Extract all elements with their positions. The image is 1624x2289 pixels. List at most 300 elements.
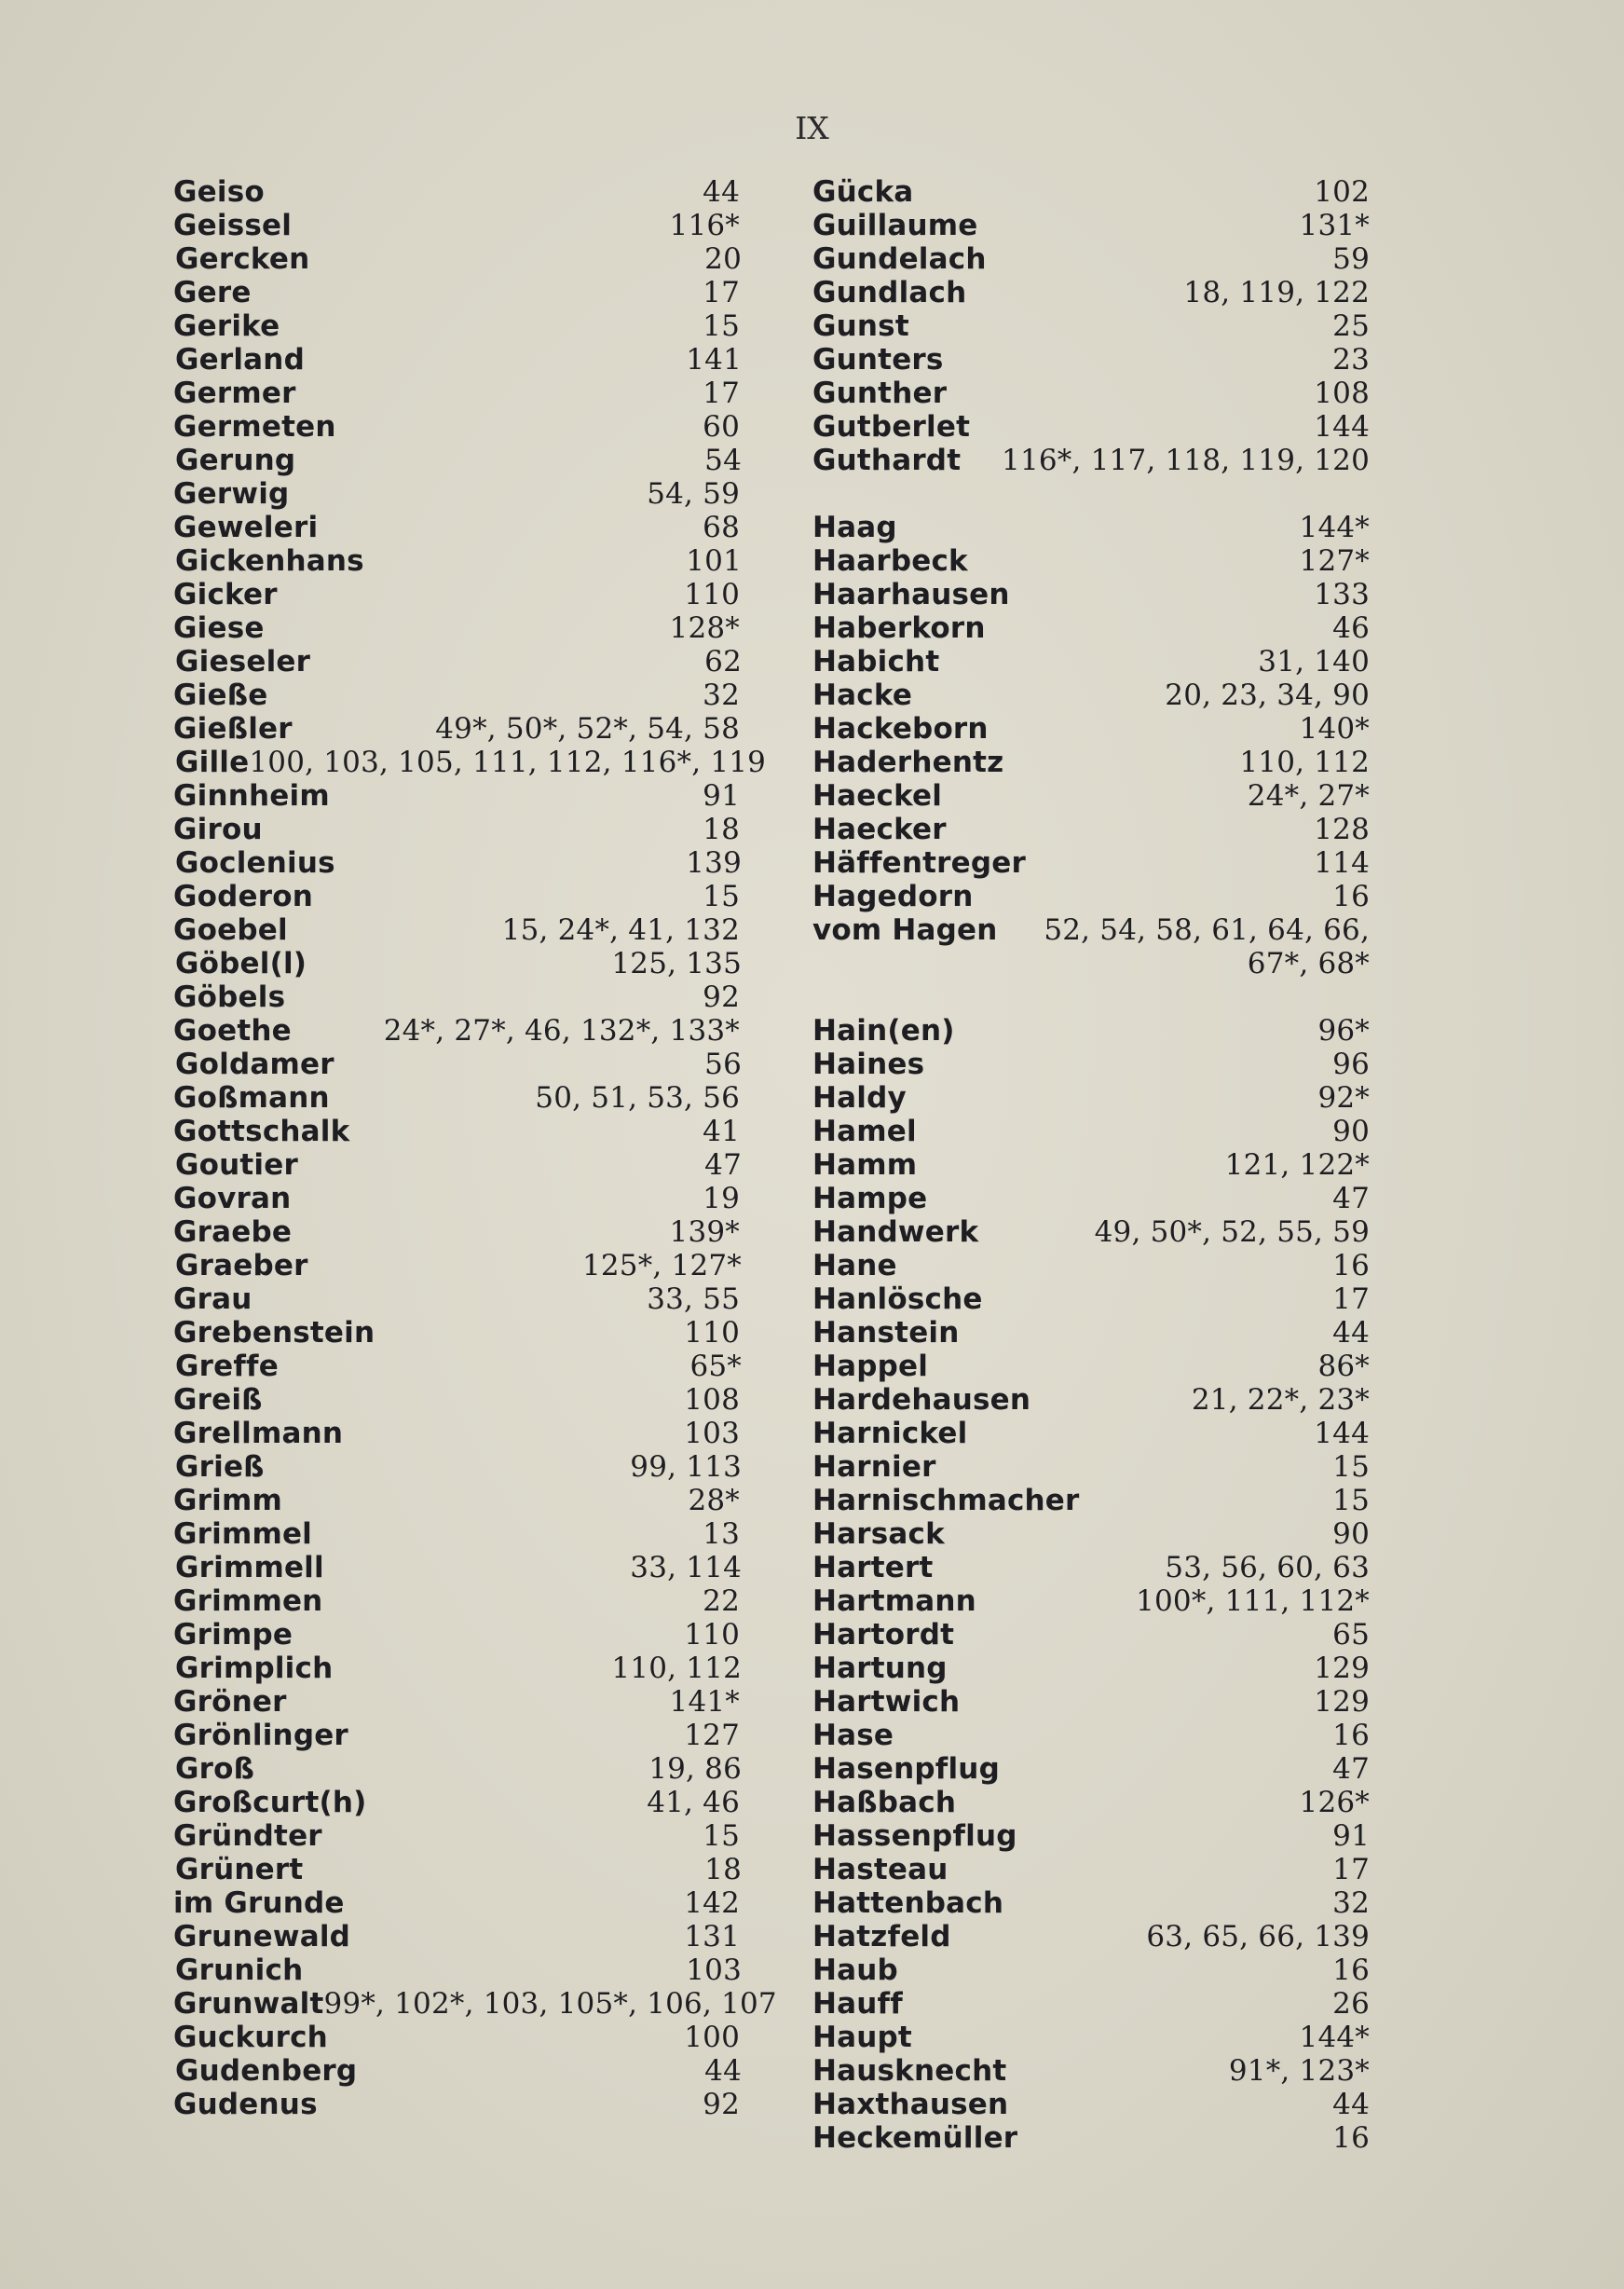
index-entry	[812, 913, 1370, 947]
index-entry	[173, 1014, 740, 1048]
index-entry	[812, 611, 1370, 645]
index-entry	[175, 343, 742, 377]
entry-pages: 19, 86	[648, 1752, 742, 1786]
entry-name: Hasenpflug	[812, 1752, 1000, 1786]
entry-pages: 15	[703, 880, 740, 913]
index-entry	[173, 1886, 740, 1920]
entry-pages: 13	[703, 1517, 740, 1551]
entry-pages: 15	[703, 309, 740, 343]
entry-name: Gercken	[175, 242, 310, 276]
entry-pages: 91	[703, 779, 740, 813]
index-entry	[173, 813, 740, 846]
entry-pages: 23	[1332, 343, 1370, 377]
index-entry	[173, 1383, 740, 1417]
index-entry	[175, 746, 767, 779]
entry-pages: 41	[703, 1115, 740, 1148]
index-entry	[173, 1182, 740, 1215]
entry-pages: 144*	[1299, 511, 1370, 544]
index-entry	[173, 1215, 740, 1249]
entry-name: Gicker	[173, 578, 278, 611]
entry-pages: 99*, 102*, 103, 105*, 106, 107	[323, 1987, 777, 2021]
index-entry	[812, 813, 1370, 846]
index-entry	[812, 1249, 1370, 1282]
entry-name: Hartung	[812, 1652, 948, 1685]
entry-pages: 108	[1314, 377, 1370, 410]
entry-pages: 68	[703, 511, 740, 544]
index-entry	[812, 1182, 1370, 1215]
entry-pages: 15	[1332, 1450, 1370, 1484]
entry-name: Grönlinger	[173, 1719, 348, 1752]
index-entry	[812, 1417, 1370, 1450]
entry-pages: 99, 113	[630, 1450, 742, 1484]
entry-name: Ginnheim	[173, 779, 330, 813]
entry-name: Gerike	[173, 309, 280, 343]
index-entry	[812, 746, 1370, 779]
entry-pages: 18	[703, 813, 740, 846]
entry-name: Haßbach	[812, 1786, 957, 1819]
index-entry	[173, 209, 740, 242]
index-entry	[812, 1014, 1370, 1048]
entry-pages: 110, 112	[1239, 746, 1370, 779]
entry-name: Hausknecht	[812, 2054, 1007, 2088]
entry-name: Grunewald	[173, 1920, 351, 1953]
entry-name: Grieß	[175, 1450, 265, 1484]
entry-pages: 41, 46	[647, 1786, 740, 1819]
entry-name: Grimpe	[173, 1618, 293, 1652]
entry-pages: 49, 50*, 52, 55, 59	[1094, 1215, 1370, 1249]
entry-name: Goßmann	[173, 1081, 330, 1115]
entry-pages: 144	[1314, 1417, 1370, 1450]
entry-pages: 131	[684, 1920, 740, 1953]
entry-name: Gunters	[812, 343, 944, 377]
index-entry	[812, 377, 1370, 410]
entry-name: Haag	[812, 511, 897, 544]
entry-name: Grimmen	[173, 1584, 323, 1618]
index-entry	[812, 2054, 1370, 2088]
index-entry	[173, 1987, 777, 2021]
index-entry	[173, 1282, 740, 1316]
entry-name: Hackeborn	[812, 712, 989, 746]
entry-name: Gundelach	[812, 242, 987, 276]
index-entry	[175, 1551, 742, 1584]
entry-pages: 127	[684, 1719, 740, 1752]
entry-pages: 15, 24*, 41, 132	[501, 913, 740, 947]
entry-name: Graebe	[173, 1215, 293, 1249]
index-entry	[812, 410, 1370, 444]
entry-name: Haderhentz	[812, 746, 1004, 779]
index-entry	[173, 980, 740, 1014]
index-entry	[173, 175, 740, 209]
entry-pages: 140*	[1299, 712, 1370, 746]
entry-pages: 91*, 123*	[1228, 2054, 1370, 2088]
entry-name: Hane	[812, 1249, 897, 1282]
index-entry	[175, 1148, 742, 1182]
index-entry	[175, 544, 742, 578]
entry-name: Haupt	[812, 2021, 912, 2054]
index-entry	[175, 242, 742, 276]
index-entry	[175, 444, 742, 477]
index-entry	[812, 511, 1370, 544]
index-entry	[173, 779, 740, 813]
entry-pages: 103	[684, 1417, 740, 1450]
entry-pages: 54	[704, 444, 742, 477]
index-entry	[173, 1618, 740, 1652]
index-entry	[812, 712, 1370, 746]
entry-pages: 86*	[1317, 1350, 1370, 1383]
entry-name: Gunst	[812, 309, 909, 343]
index-entry	[812, 544, 1370, 578]
index-entry	[173, 880, 740, 913]
entry-pages: 67*, 68*	[1247, 947, 1370, 980]
right-column	[812, 175, 1370, 2155]
entry-pages: 47	[1332, 1182, 1370, 1215]
entry-name: Geiso	[173, 175, 265, 209]
entry-pages: 16	[1332, 880, 1370, 913]
entry-pages: 44	[1332, 1316, 1370, 1350]
index-entry	[173, 1584, 740, 1618]
entry-pages: 121, 122*	[1224, 1148, 1370, 1182]
index-entry	[173, 1719, 740, 1752]
index-entry	[173, 1819, 740, 1853]
entry-name: Grimmel	[173, 1517, 313, 1551]
index-entry	[812, 678, 1370, 712]
index-entry	[812, 1551, 1370, 1584]
index-entry	[812, 1618, 1370, 1652]
index-entry	[812, 1215, 1370, 1249]
index-entry	[175, 1249, 742, 1282]
index-entry	[173, 2088, 740, 2121]
index-entry	[173, 276, 740, 309]
entry-pages: 100*, 111, 112*	[1136, 1584, 1370, 1618]
entry-pages: 139*	[669, 1215, 740, 1249]
entry-pages: 18	[704, 1853, 742, 1886]
index-entry	[812, 1484, 1370, 1517]
entry-pages: 21, 22*, 23*	[1191, 1383, 1370, 1417]
entry-pages: 128	[1314, 813, 1370, 846]
index-entry	[175, 1652, 742, 1685]
index-entry	[173, 913, 740, 947]
entry-name: Guckurch	[173, 2021, 328, 2054]
index-entry	[812, 309, 1370, 343]
entry-pages: 92	[703, 980, 740, 1014]
entry-name: Gerung	[175, 444, 296, 477]
entry-pages: 144*	[1299, 2021, 1370, 2054]
index-entry	[173, 309, 740, 343]
entry-name: Harnickel	[812, 1417, 968, 1450]
entry-pages: 16	[1332, 1249, 1370, 1282]
index-entry	[812, 1148, 1370, 1182]
entry-pages: 33, 55	[647, 1282, 740, 1316]
entry-name: Geweleri	[173, 511, 319, 544]
entry-pages: 47	[704, 1148, 742, 1182]
entry-pages: 56	[704, 1048, 742, 1081]
entry-name: Hasteau	[812, 1853, 948, 1886]
entry-name: Grellmann	[173, 1417, 344, 1450]
entry-name: Gille	[175, 746, 250, 779]
entry-name: Govran	[173, 1182, 292, 1215]
index-entry	[812, 2088, 1370, 2121]
entry-name: Heckemüller	[812, 2121, 1018, 2155]
index-entry	[812, 1584, 1370, 1618]
entry-name: Hamel	[812, 1115, 917, 1148]
index-entry	[812, 1350, 1370, 1383]
index-entry	[173, 1786, 740, 1819]
entry-name: Grünert	[175, 1853, 304, 1886]
entry-name: Gudenberg	[175, 2054, 358, 2088]
entry-name: Gunther	[812, 377, 948, 410]
right-group-h2	[812, 1014, 1370, 2155]
entry-name: Gieße	[173, 678, 268, 712]
entry-name: Hanlösche	[812, 1282, 983, 1316]
entry-name: Haxthausen	[812, 2088, 1009, 2121]
entry-name: Gieseler	[175, 645, 311, 678]
index-entry	[812, 846, 1370, 880]
entry-name: Hagedorn	[812, 880, 974, 913]
entry-pages: 24*, 27*, 46, 132*, 133*	[383, 1014, 740, 1048]
entry-name: Groß	[175, 1752, 255, 1786]
right-group-h1	[812, 511, 1370, 947]
entry-name: Grimplich	[175, 1652, 334, 1685]
entry-pages: 44	[1332, 2088, 1370, 2121]
entry-name: Gücka	[812, 175, 914, 209]
entry-name: Goclenius	[175, 846, 335, 880]
index-entry	[812, 1081, 1370, 1115]
entry-pages: 60	[703, 410, 740, 444]
entry-name: Großcurt(h)	[173, 1786, 367, 1819]
entry-pages: 144	[1314, 410, 1370, 444]
left-column	[173, 175, 777, 2121]
entry-name: Greffe	[175, 1350, 279, 1383]
entry-pages: 91	[1332, 1819, 1370, 1853]
entry-pages: 129	[1314, 1685, 1370, 1719]
entry-name: Harnier	[812, 1450, 936, 1484]
entry-pages: 17	[703, 377, 740, 410]
entry-pages: 20, 23, 34, 90	[1165, 678, 1370, 712]
entry-name: Gudenus	[173, 2088, 318, 2121]
entry-pages: 131*	[1299, 209, 1370, 242]
index-entry	[175, 1853, 742, 1886]
index-entry	[812, 1282, 1370, 1316]
entry-name: Handwerk	[812, 1215, 979, 1249]
entry-name: Harnischmacher	[812, 1484, 1080, 1517]
entry-name: Germeten	[173, 410, 336, 444]
entry-name: Hartmann	[812, 1584, 976, 1618]
index-entry	[812, 1048, 1370, 1081]
entry-pages: 53, 56, 60, 63	[1165, 1551, 1370, 1584]
entry-pages: 44	[704, 2054, 742, 2088]
entry-pages: 100	[684, 2021, 740, 2054]
section-gap	[812, 980, 1370, 1014]
index-entry	[175, 1752, 742, 1786]
entry-pages: 129	[1314, 1652, 1370, 1685]
index-entry	[175, 2054, 742, 2088]
index-entry	[812, 1886, 1370, 1920]
index-entry	[175, 645, 742, 678]
entry-name: Greiß	[173, 1383, 263, 1417]
entry-name: Hatzfeld	[812, 1920, 951, 1953]
entry-pages: 26	[1332, 1987, 1370, 2021]
section-gap	[812, 477, 1370, 511]
entry-pages: 54, 59	[647, 477, 740, 511]
entry-pages: 92*	[1317, 1081, 1370, 1115]
entry-name: Hampe	[812, 1182, 928, 1215]
entry-pages: 18, 119, 122	[1183, 276, 1370, 309]
entry-name: Göbels	[173, 980, 286, 1014]
entry-pages: 100, 103, 105, 111, 112, 116*, 119	[249, 746, 767, 779]
entry-pages: 16	[1332, 1953, 1370, 1987]
entry-pages: 133	[1314, 578, 1370, 611]
entry-name: Hamm	[812, 1148, 918, 1182]
entry-name: Haines	[812, 1048, 925, 1081]
index-entry	[812, 276, 1370, 309]
index-entry	[812, 1685, 1370, 1719]
entry-name: Gundlach	[812, 276, 967, 309]
index-entry	[173, 2021, 740, 2054]
entry-pages: 128*	[669, 611, 740, 645]
entry-pages: 116*, 117, 118, 119, 120	[1002, 444, 1370, 477]
entry-name: im Grunde	[173, 1886, 345, 1920]
index-entry	[173, 410, 740, 444]
entry-pages: 63, 65, 66, 139	[1146, 1920, 1370, 1953]
entry-name: Haldy	[812, 1081, 907, 1115]
entry-name: Haberkorn	[812, 611, 986, 645]
entry-name: Girou	[173, 813, 263, 846]
entry-pages: 31, 140	[1258, 645, 1370, 678]
entry-name: Habicht	[812, 645, 940, 678]
entry-pages: 49*, 50*, 52*, 54, 58	[435, 712, 740, 746]
index-entry	[173, 477, 740, 511]
entry-pages: 110, 112	[611, 1652, 742, 1685]
entry-pages: 141	[686, 343, 742, 377]
index-entry	[173, 678, 740, 712]
index-entry	[173, 1081, 740, 1115]
entry-pages: 90	[1332, 1517, 1370, 1551]
entry-name: Haecker	[812, 813, 947, 846]
entry-pages: 22	[703, 1584, 740, 1618]
entry-name: Happel	[812, 1350, 929, 1383]
index-entry	[173, 1484, 740, 1517]
entry-name: Germer	[173, 377, 296, 410]
index-entry	[173, 377, 740, 410]
entry-pages: 92	[703, 2088, 740, 2121]
index-entry	[812, 1786, 1370, 1819]
index-entry	[175, 947, 742, 980]
index-entry	[173, 1417, 740, 1450]
entry-name: Haarhausen	[812, 578, 1010, 611]
index-entry	[173, 1517, 740, 1551]
entry-pages: 50, 51, 53, 56	[535, 1081, 740, 1115]
entry-pages: 17	[1332, 1853, 1370, 1886]
index-entry	[173, 1920, 740, 1953]
entry-pages: 32	[1332, 1886, 1370, 1920]
index-entry	[812, 242, 1370, 276]
entry-pages: 110	[684, 1316, 740, 1350]
entry-name: Goethe	[173, 1014, 292, 1048]
entry-pages: 46	[1332, 611, 1370, 645]
entry-pages: 96	[1332, 1048, 1370, 1081]
entry-pages: 17	[1332, 1282, 1370, 1316]
index-entry	[812, 1517, 1370, 1551]
entry-name: Hartert	[812, 1551, 934, 1584]
entry-pages: 52, 54, 58, 61, 64, 66,	[1044, 913, 1370, 947]
index-entry	[175, 1450, 742, 1484]
page-number: IX	[795, 110, 829, 146]
entry-pages: 114	[1314, 846, 1370, 880]
entry-pages: 28*	[688, 1484, 740, 1517]
entry-name: Grunwalt	[173, 1987, 324, 2021]
index-entry	[173, 712, 740, 746]
index-entry	[812, 175, 1370, 209]
entry-pages: 116*	[669, 209, 740, 242]
entry-name: Grunich	[175, 1953, 304, 1987]
entry-name: Goldamer	[175, 1048, 334, 1081]
entry-pages: 24*, 27*	[1247, 779, 1370, 813]
entry-name: Gere	[173, 276, 252, 309]
index-entry	[812, 880, 1370, 913]
entry-name: Haeckel	[812, 779, 943, 813]
index-entry	[812, 2021, 1370, 2054]
index-entry	[173, 578, 740, 611]
entry-name: Hartwich	[812, 1685, 961, 1719]
index-entry	[173, 1316, 740, 1350]
index-entry	[175, 1350, 742, 1383]
index-entry	[812, 578, 1370, 611]
index-entry	[173, 1685, 740, 1719]
entry-pages: 96*	[1317, 1014, 1370, 1048]
entry-name: Hardehausen	[812, 1383, 1031, 1417]
entry-name: Grau	[173, 1282, 252, 1316]
entry-name: Goutier	[175, 1148, 298, 1182]
entry-name: Häffentreger	[812, 846, 1026, 880]
entry-pages: 126*	[1299, 1786, 1370, 1819]
entry-name: Hacke	[812, 678, 913, 712]
entry-pages: 62	[704, 645, 742, 678]
entry-name: Gutberlet	[812, 410, 971, 444]
entry-name: Hase	[812, 1719, 894, 1752]
entry-name: Hassenpflug	[812, 1819, 1017, 1853]
index-entry	[812, 343, 1370, 377]
index-entry	[812, 1853, 1370, 1886]
entry-pages: 139	[686, 846, 742, 880]
index-entry	[812, 1752, 1370, 1786]
entry-pages: 102	[1314, 175, 1370, 209]
entry-name: Graeber	[175, 1249, 308, 1282]
entry-pages: 110	[684, 578, 740, 611]
entry-pages: 15	[703, 1819, 740, 1853]
index-entry	[812, 1450, 1370, 1484]
right-group-g	[812, 175, 1370, 477]
index-entry	[175, 1048, 742, 1081]
entry-pages: 44	[703, 175, 740, 209]
entry-name: Grimmell	[175, 1551, 324, 1584]
entry-name: Goderon	[173, 880, 314, 913]
entry-pages: 141*	[669, 1685, 740, 1719]
entry-pages: 20	[704, 242, 742, 276]
entry-name: Hanstein	[812, 1316, 960, 1350]
entry-pages: 65*	[689, 1350, 742, 1383]
entry-name: vom Hagen	[812, 913, 998, 947]
index-entry	[812, 1920, 1370, 1953]
index-entry	[812, 1953, 1370, 1987]
index-entry	[173, 1115, 740, 1148]
index-entry	[173, 511, 740, 544]
index-entry	[812, 645, 1370, 678]
entry-pages: 16	[1332, 2121, 1370, 2155]
entry-pages: 108	[684, 1383, 740, 1417]
entry-pages: 142	[684, 1886, 740, 1920]
entry-name: Harsack	[812, 1517, 945, 1551]
index-entry	[812, 1316, 1370, 1350]
